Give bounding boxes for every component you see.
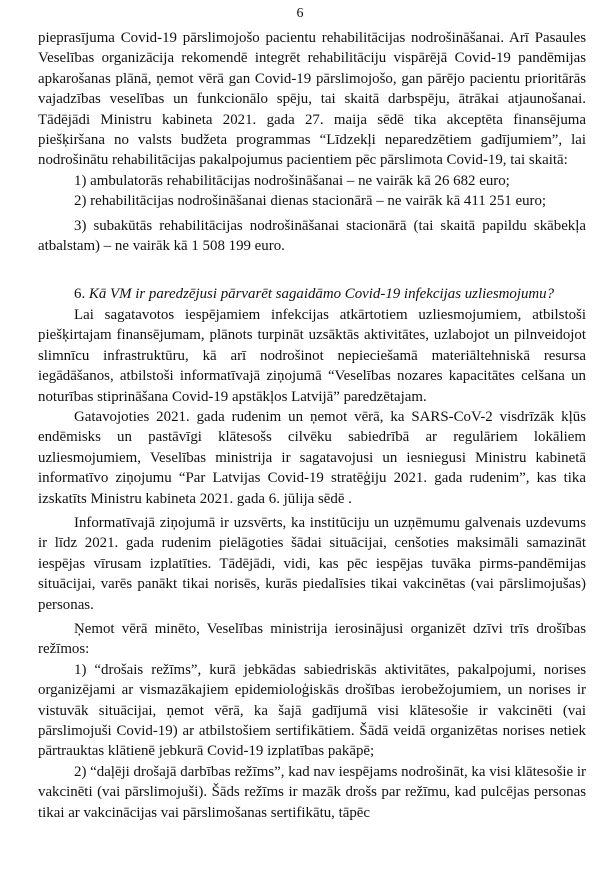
list-item-day-hospital: 2) rehabilitācijas nodrošināšanai dienas stacionārā – ne vairāk kā 411 251 euro; bbox=[74, 193, 547, 210]
paragraph-autumn-strategy: Gatavojoties 2021. gada rudenim un ņemot vērā, ka SARS-CoV-2 visdrīzāk kļūs endēmisks un pastāvīgi klātesošs cilvēku sabiedrībā ar regulāriem lokāliem uzliesmojumiem, Veselības ministrija ir sagatavojusi un iesniegusi Ministru kabinetā informatīvo ziņojumu “Par Latvijas Covid-19 stratēģiju 2021. gada rudenim”, kas tika izskatīts Ministru kabineta 2021. gada 6. jūlija sēdē . bbox=[38, 408, 586, 507]
question-heading-6 bbox=[38, 284, 586, 304]
question-text: Kā VM ir paredzējusi pārvarēt sagaidāmo Covid-19 infekcijas uzliesmojumu? bbox=[88, 286, 555, 303]
list-item-ambulatory: 1) ambulatorās rehabilitācijas nodrošināšanai – ne vairāk kā 26 682 euro; bbox=[74, 172, 510, 189]
page-number: 6 bbox=[296, 6, 304, 21]
paragraph-preparation: Lai sagatavotos iespējamiem infekcijas atkārtotiem uzliesmojumiem, atbilstoši piešķirtajam finansējumam, plānots turpināt uzsāktās aktivitātes, uzlabojot un pilnveidojot slimnīcu infrastruktūru, kā arī nodrošinot nepieciešamā materiāltehniskā resursa iegādāšanos, atbilstoši informatīvajā ziņojumā “Veselības nozares kapacitātes celšana un noturības stiprināšana Covid-19 apstākļos Latvijā” paredzētajam. bbox=[38, 306, 586, 405]
paragraph-report-emphasis: Informatīvajā ziņojumā ir uzsvērts, ka institūciju un uzņēmumu galvenais uzdevums ir līdz 2021. gada rudenim pielāgoties šādai situācijai, cenšoties maksimāli samazināt iespējas vīrusam izplatīties. Tādējādi, vidi, kas pēc iespējas tuvāka pirms-pandēmijas situācijai, varēs panākt tikai norisēs, kurās piedalīsies tikai vakcinētas (vai pārslimojušas) personas. bbox=[38, 514, 586, 613]
document-body bbox=[38, 28, 586, 823]
list-item-partially-safe-regime: 2) “daļēji drošajā darbības režīms”, kad nav iespējams nodrošināt, ka visi klātesošie ir vakcinēti (vai pārslimojuši). Šāds režīms ir mazāk drošs par režīmu, kad pulcējas personas tikai ar vakcinācijas vai pārslimošanas sertifikātu, tāpēc bbox=[38, 763, 586, 821]
list-item-subacute: 3) subakūtās rehabilitācijas nodrošināšanai stacionārā (tai skaitā papildu skābekļa atbalstam) – ne vairāk kā 1 508 199 euro. bbox=[38, 217, 586, 255]
paragraph-rehab-funding: pieprasījuma Covid-19 pārslimojošo pacientu rehabilitācijas nodrošināšanai. Arī Pasaules Veselības organizācija rekomendē integrēt rehabilitāciju vispārējā Covid-19 pandēmijas apkarošanas plānā, ņemot vērā gan Covid-19 pārslimojošo, gan pārējo pacientu prioritārās vajadzības veselības un funkcionālo spēju, tai skaitā darbspēju, ātrākai atjaunošanai. Tādējādi Ministru kabineta 2021. gada 27. maija sēdē tika akceptēta finansējuma piešķiršana no valsts budžeta programmas “Līdzekļi neparedzētiem gadījumiem”, lai nodrošinātu rehabilitācijas pakalpojumus pacientiem pēc pārslimota Covid-19, tai skaitā: bbox=[38, 30, 586, 169]
paragraph-three-regimes: Ņemot vērā minēto, Veselības ministrija ierosinājusi organizēt dzīvi trīs drošības režīmos: bbox=[38, 620, 586, 658]
list-item-safe-regime: 1) “drošais režīms”, kurā jebkādas sabiedriskās aktivitātes, pakalpojumi, norises organizējami ar vismazākajiem epidemioloģiskās drošības ierobežojumiem, un norises ir vistuvāk situācijai, ņemot vērā, ka šajā gadījumā visi klātesošie ir vakcinēti (vai pārslimojuši Covid-19) ar atbilstošiem sertifikātiem. Šādā veidā organizētas norises netiek pārtrauktas klātienē jebkurā Covid-19 izplatības pakāpē; bbox=[38, 661, 586, 760]
question-number: 6. bbox=[74, 286, 86, 303]
